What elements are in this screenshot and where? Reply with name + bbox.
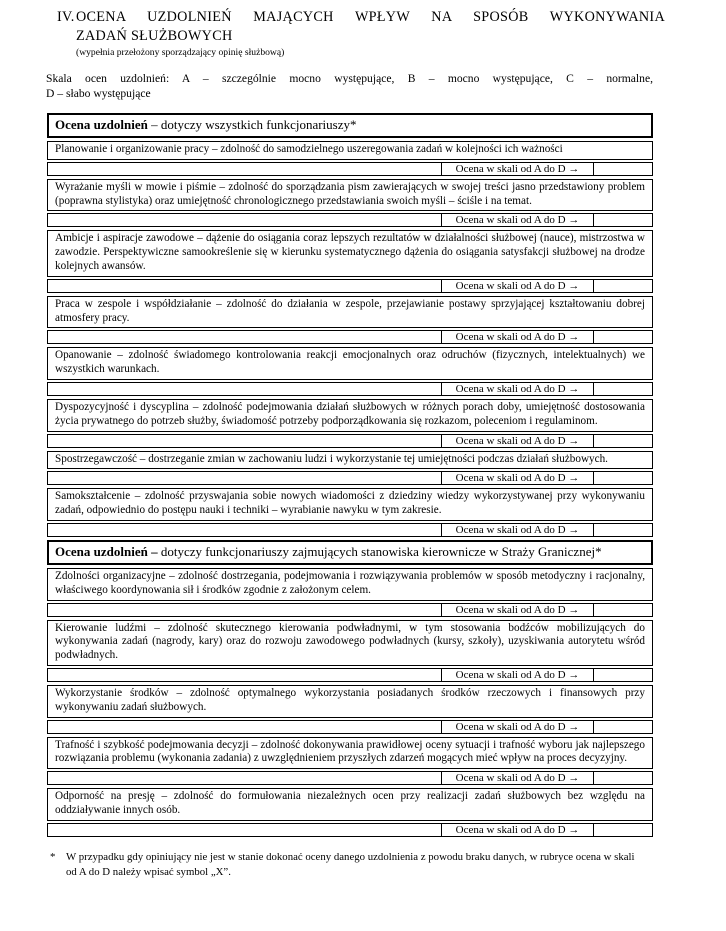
rating-row-spacer: [47, 668, 442, 682]
sections-container: [47, 113, 653, 837]
rating-row: [47, 434, 653, 448]
ability-description: Opanowanie – zdolność świadomego kontrolowania reakcji emocjonalnych oraz odruchów (fizycznych, intelektualnych) we wszystkich warunkach.: [47, 347, 653, 380]
rating-score-cell[interactable]: [593, 823, 653, 837]
rating-row-spacer: [47, 382, 442, 396]
assessment-form: [47, 113, 653, 837]
rating-score-cell[interactable]: [593, 603, 653, 617]
rating-row-spacer: [47, 823, 442, 837]
section-header-bold: Ocena uzdolnień: [55, 117, 148, 132]
ability-item: [47, 685, 653, 734]
ability-item: [47, 620, 653, 682]
rating-score-cell[interactable]: [593, 279, 653, 293]
rating-scale-line1: Skala ocen uzdolnień: A – szczególnie mocno występujące, B – mocno występujące, C – normalne,: [46, 72, 653, 85]
ability-description: Wyrażanie myśli w mowie i piśmie – zdolność do sporządzania pism zawierających w swojej treści jasno przedstawiony problem (poprawna stylistyka) oraz umiejętność chronologicznego przedstawiania swoich myśli – ściśle i na temat.: [47, 179, 653, 212]
rating-row-spacer: [47, 330, 442, 344]
rating-row: [47, 771, 653, 785]
section-header: [47, 540, 653, 565]
rating-score-cell[interactable]: [593, 771, 653, 785]
rating-score-cell[interactable]: [593, 720, 653, 734]
ability-description: Praca w zespole i współdziałanie – zdolność do działania w zespole, przejawianie postawy sprzyjającej kształtowaniu dobrej atmosfery pracy.: [47, 296, 653, 329]
rating-label: Ocena w skali od A do D →: [441, 771, 594, 785]
section-items: [47, 141, 653, 537]
rating-score-cell[interactable]: [593, 162, 653, 176]
rating-score-cell[interactable]: [593, 668, 653, 682]
rating-row: [47, 330, 653, 344]
ability-item: [47, 347, 653, 396]
section-title: [57, 8, 665, 59]
rating-score-cell[interactable]: [593, 330, 653, 344]
rating-label: Ocena w skali od A do D →: [441, 330, 594, 344]
rating-label: Ocena w skali od A do D →: [441, 668, 594, 682]
ability-item: [47, 788, 653, 837]
footnote-marker: *: [50, 850, 56, 863]
rating-label: Ocena w skali od A do D →: [441, 471, 594, 485]
rating-row: [47, 668, 653, 682]
rating-label: Ocena w skali od A do D →: [441, 434, 594, 448]
rating-row-spacer: [47, 523, 442, 537]
ability-item: [47, 568, 653, 617]
ability-description: Dyspozycyjność i dyscyplina – zdolność podejmowania działań służbowych w różnych porach doby, umiejętność dostosowania życia prywatnego do potrzeb służby, świadomość potrzeby podporządkowania się rozkazom, poleceniom i regulaminom.: [47, 399, 653, 432]
rating-row-spacer: [47, 434, 442, 448]
rating-row: [47, 279, 653, 293]
ability-item: [47, 451, 653, 486]
rating-score-cell[interactable]: [593, 213, 653, 227]
rating-row: [47, 603, 653, 617]
ability-description: Samokształcenie – zdolność przyswajania sobie nowych wiadomości z dziedziny wiedzy wykorzystywanej przy wykonywaniu zadań, odpowiednio do postępu nauki i techniki – wyrabianie nawyku w tym zakresie.: [47, 488, 653, 521]
ability-item: [47, 399, 653, 448]
section-items: [47, 568, 653, 837]
section-header-bold: Ocena uzdolnień –: [55, 543, 158, 559]
ability-description: Trafność i szybkość podejmowania decyzji – zdolność dokonywania prawidłowej oceny sytuacji i trafność wyboru jak najlepszego rozwiązania problemu (wykonania zadania) z uwzględnieniem przyszłych zdarzeń mogących mieć wpływ na proces decyzyjny.: [47, 737, 653, 770]
rating-row: [47, 823, 653, 837]
rating-score-cell[interactable]: [593, 434, 653, 448]
title-note: (wypełnia przełożony sporządzający opinię służbową): [76, 47, 285, 58]
page-title-line2: ZADAŃ SŁUŻBOWYCH: [76, 28, 233, 44]
footnote: [50, 850, 652, 880]
ability-item: [47, 737, 653, 786]
rating-row: [47, 162, 653, 176]
rating-label: Ocena w skali od A do D →: [441, 603, 594, 617]
ability-description: Zdolności organizacyjne – zdolność dostrzegania, podejmowania i rozwiązywania problemów w sposób metodyczny i racjonalny, właściwego koordynowania sił i środków zgodnie z założonym celem.: [47, 568, 653, 601]
page-title-line1: OCENA UZDOLNIEŃ MAJĄCYCH WPŁYW NA SPOSÓB WYKONYWANIA: [76, 9, 665, 25]
ability-item: [47, 230, 653, 292]
assessment-section: [47, 540, 653, 837]
ability-item: [47, 179, 653, 228]
rating-label: Ocena w skali od A do D →: [441, 162, 594, 176]
rating-row: [47, 523, 653, 537]
ability-description: Planowanie i organizowanie pracy – zdolność do samodzielnego uszeregowania zadań w kolejności ich ważności: [47, 141, 653, 160]
ability-item: [47, 296, 653, 345]
ability-description: Wykorzystanie środków – zdolność optymalnego wykorzystania posiadanych środków rzeczowych i finansowych przy wykonywaniu zadań służbowych.: [47, 685, 653, 718]
section-number: IV.: [57, 9, 75, 25]
rating-row: [47, 382, 653, 396]
rating-label: Ocena w skali od A do D →: [441, 279, 594, 293]
rating-row: [47, 213, 653, 227]
rating-scale-line2: D – słabo występujące: [46, 86, 151, 100]
ability-description: Kierowanie ludźmi – zdolność skutecznego kierowania podwładnymi, w tym stosowania bodźców mobilizujących do wykonywania zadań (nagrody, kary) oraz do rozwoju zawodowego podwładnych (kursy, szkoły), uzyskiwania autorytetu wśród podwładnych.: [47, 620, 653, 666]
rating-row-spacer: [47, 162, 442, 176]
ability-item: [47, 141, 653, 176]
rating-row-spacer: [47, 213, 442, 227]
section-header-rest: – dotyczy wszystkich funkcjonariuszy*: [147, 117, 357, 132]
rating-scale-note: [46, 72, 653, 101]
rating-label: Ocena w skali od A do D →: [441, 823, 594, 837]
rating-score-cell[interactable]: [593, 471, 653, 485]
ability-description: Spostrzegawczość – dostrzeganie zmian w zachowaniu ludzi i wykorzystanie tej umiejętności podczas działań służbowych.: [47, 451, 653, 470]
rating-label: Ocena w skali od A do D →: [441, 720, 594, 734]
ability-description: Odporność na presję – zdolność do formułowania niezależnych ocen przy realizacji zadań służbowych bez względu na oddziaływanie innych osób.: [47, 788, 653, 821]
rating-label: Ocena w skali od A do D →: [441, 382, 594, 396]
rating-row-spacer: [47, 720, 442, 734]
rating-row-spacer: [47, 771, 442, 785]
section-header-rest: dotyczy funkcjonariuszy zajmujących stanowiska kierownicze w Straży Granicznej*: [157, 543, 602, 559]
rating-score-cell[interactable]: [593, 523, 653, 537]
assessment-section: [47, 113, 653, 537]
rating-score-cell[interactable]: [593, 382, 653, 396]
section-header: [47, 113, 653, 138]
rating-label: Ocena w skali od A do D →: [441, 213, 594, 227]
rating-row: [47, 471, 653, 485]
rating-row-spacer: [47, 603, 442, 617]
rating-row-spacer: [47, 279, 442, 293]
rating-row-spacer: [47, 471, 442, 485]
ability-description: Ambicje i aspiracje zawodowe – dążenie do osiągania coraz lepszych rezultatów w działalności służbowej (nauce), mistrzostwa w zawodzie. Perspektywiczne samookreślenie się w kierunku systematycznego dążenia do osiągania satysfakcji służbowej na drodze kolejnych awansów.: [47, 230, 653, 276]
ability-item: [47, 488, 653, 537]
footnote-text: W przypadku gdy opiniujący nie jest w stanie dokonać oceny danego uzdolnienia z powodu braku danych, w rubryce ocena w skali od A do D należy wpisać symbol „X”.: [66, 850, 635, 878]
rating-label: Ocena w skali od A do D →: [441, 523, 594, 537]
rating-row: [47, 720, 653, 734]
